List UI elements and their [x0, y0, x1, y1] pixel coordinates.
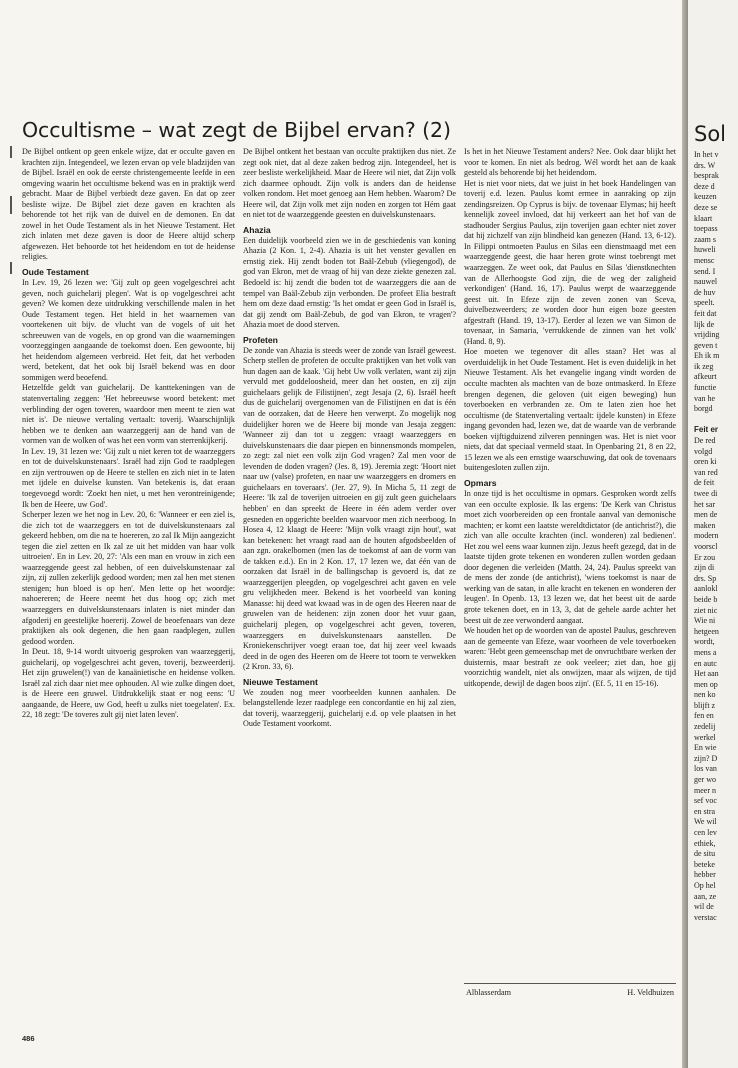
margin-mark: [10, 262, 12, 274]
adjacent-page-line: mens a: [694, 647, 717, 657]
adjacent-page-line: afkeurt: [694, 372, 717, 382]
adjacent-page-line: De red: [694, 436, 716, 446]
paragraph: Hetzelfde geldt van guichelarij. De kanttekeningen van de statenvertaling zeggen: 'Het hebreeuwse woord betekent: met verblinding der ogen toveren, waardoor men meent te zien wat niet is'. De nieuwe vertaling vertaalt: toverij. Waarschijnlijk hebben we te denken aan waarzeggerij aan de hand van de vormen van de wolken of was het een vorm van sterrenkijkerij.: [22, 383, 235, 446]
adjacent-page-line: men de: [694, 510, 718, 520]
adjacent-page-line: en autc: [694, 658, 717, 668]
section-heading: Profeten: [243, 334, 278, 345]
adjacent-page-line: maken: [694, 520, 716, 530]
adjacent-page-line: zijn di: [694, 563, 715, 573]
adjacent-page-line: aanlokl: [694, 584, 718, 594]
adjacent-page-line: zaam s: [694, 234, 716, 244]
adjacent-page-line: meer n: [694, 785, 716, 795]
adjacent-page-line: Het aan: [694, 669, 719, 679]
adjacent-page-line: ethiek,: [694, 838, 716, 848]
adjacent-page-line: klaart: [694, 213, 713, 223]
paragraph: Het is niet voor niets, dat we juist in het boek Handelingen van toverij e.d. lezen. Paulus komt ermee in aanraking op zijn zendingsreizen. Op Cyprus is bijv. de tovenaar Elymas; hij heeft kennelijk zoveel invloed, dat hij verkeert aan het hof van de stadhouder Sergius Paulus, zijn toverijen gaan echter niet zover dat hij zichzelf van zijn blindheid kan genezen (Hand. 13, 6-12). In Filippi ontmoeten Paulus en Silas een dienstmaagd met een waarzeggende geest, die haar heren grote winst toebrengt met waarzeggen. Ze weet ook, dat Paulus en Silas 'dienstknechten van de Allerhoogste God zijn, die de weg der zaligheid verkondigen' (Hand. 16, 17). Paulus werpt de waarzeggende geest uit. In Efeze zijn de zeven zonen van Sceva, duivelbezweerders; ze worden door hun eigen boze geesten afgestraft (Hand. 19, 13-17). Eerder al lezen we van Simon de tovenaar, in Samaria, 'verrukkende de zinnen van het volk' (Hand. 8, 9).: [464, 178, 676, 346]
adjacent-page-line: besprak: [694, 171, 719, 181]
section-heading: Oude Testament: [22, 267, 89, 278]
adjacent-page-line: de situ: [694, 849, 716, 859]
adjacent-page-line: van red: [694, 467, 718, 477]
adjacent-page-line: functie: [694, 383, 717, 393]
paragraph: Scherper lezen we het nog in Lev. 20, 6: 'Wanneer er een ziel is, die zich tot de waarzeggers en tot de duivelskunstenaars zal gekeerd hebben, om die na te hoereren, zo zal Ik Mijn aangezicht tegen die ziel zetten en Ik zal ze uit het midden van haar volk uitroeien'. En in Lev. 20, 27: 'Als een man en vrouw in zich een waarzeggende geest zal hebben, of een duivelskunstenaar zal zijn, zij zullen zekerlijk gedood worden; men zal hen met stenen stenigen; hun bloed is op hen'. Men lette op het woordje: nahoereren; de Heere neemt het dus hoog op; zich met waarzeggers en duivelskunstenaars inlaten is niet minder dan afgoderij en geestelijke hoererij. Zowel de beoefenaars van deze praktijken als ook degenen, die hen gaan raadplegen, zullen gedood worden.: [22, 510, 235, 646]
adjacent-page-line: drs. W: [694, 160, 716, 170]
adjacent-page-line: voorscl: [694, 541, 718, 551]
adjacent-page-line: werkel: [694, 732, 716, 742]
margin-mark: [10, 196, 12, 214]
paragraph: Hoe moeten we tegenover dit alles staan? Het was al overduidelijk in het Oude Testament. Het is even duidelijk in het Nieuwe Testament. Als het evangelie ingang vindt worden de occulte machten als machten van de boze ontmaskerd. In Efeze brengen degenen, die geloven (uit eigen beweging) hun toverboeken en verbranden ze. Om te laten zien hoe het occultisme (de Statenvertaling vertaalt: ijdele kunsten) in Efeze ingang gevonden had, lezen we, dat de waarde van de verbrande boeken vijftigduizend zilveren penningen was. Het is niet voor niets, dat dat speciaal vermeld staat. In Openbaring 21, 8 en 22, 15 lezen we als een ernstige waarschuwing, dat ook de tovenaars buitengesloten zullen zijn.: [464, 347, 676, 473]
adjacent-page-line: beide b: [694, 594, 718, 604]
adjacent-page-line: de huv: [694, 287, 716, 297]
adjacent-page-line: send. I: [694, 266, 716, 276]
adjacent-page-line: vrijding: [694, 330, 720, 340]
column-3: [464, 147, 676, 967]
section-heading: Opmars: [464, 477, 497, 488]
adjacent-page-line: beteke: [694, 859, 715, 869]
paragraph: In onze tijd is het occultisme in opmars. Gesproken wordt zelfs van een occulte explosie. Ik las ergens: 'De Kerk van Christus moet zich voorbereiden op een frontale aanval van demonische machten; er komt een laatste wereldtdictator (de antichrist?), die zich van alle occulte krachten (incl. wonderen) zal bedienen'. Het zou wel eens waar kunnen zijn. Jezus heeft gezegd, dat in de laatste tijden grote tekenen en wonderen zullen worden gedaan door degenen die verleiden (Matth. 24, 24). Paulus spreekt van de mens der zonde (de antichrist), 'wiens toekomst is naar de werking van de satan, in alle kracht en tekenen en wonderen der leugen'. In Openb. 13, 13 lezen we, dat het beest uit de aarde grote tekenen doet, en in 13, 3, dat de gehele aarde achter het beest uit de zee verwonderd aangaat.: [464, 488, 676, 625]
paragraph: We zouden nog meer voorbeelden kunnen aanhalen. De belangstellende lezer raadplege een concordantie en hij zal zien, dat toverij, waarzeggerij, guichelarij e.d. op vele plaatsen in het Oude Testament voorkomt.: [243, 687, 456, 729]
adjacent-page-line: toepass: [694, 224, 718, 234]
adjacent-page-line: feit dat: [694, 308, 717, 318]
adjacent-page-line: het sar: [694, 499, 716, 509]
adjacent-page-text: [694, 150, 738, 923]
adjacent-page-line: ik zeg: [694, 361, 714, 371]
adjacent-page-line: borgd: [694, 404, 713, 414]
paragraph: In Deut. 18, 9-14 wordt uitvoerig gesproken van waarzeggerij, guichelarij, op vogelgeschrei acht geven, toverij, bezweerderij. Het zijn gruwelen(!) van de kanaänietische en heidense volken. Israël zal zich daar niet mee ophouden. Al wie zulke dingen doet, is de Heere een gruwel. Uitdrukkelijk staat er nog eens: 'U aangaande, de Heere, uw God, heeft u zulks niet toegelaten'. Ex. 22, 18 zegt: 'De toveres zult gij niet laten leven'.: [22, 647, 235, 720]
paragraph: We houden het op de woorden van de apostel Paulus, geschreven aan de gemeente van Efeze, waar voorheen de vele toverboeken waren: 'Hebt geen gemeenschap met de onvruchtbare werken der duisternis, maar bestraft ze ook veeleer; ziet dan, hoe gij voorzichtig wandelt, niet als onwijzen, maar als wijzen, de tijd uitkopende, dewijl de dagen boos zijn'. (Ef. 5, 11 en 15-16).: [464, 626, 676, 688]
adjacent-page-line: de feit: [694, 478, 715, 488]
adjacent-page-line: huweli: [694, 245, 716, 255]
paragraph: In Lev. 19, 31 lezen we: 'Gij zult u niet keren tot de waarzeggers en tot de duivelskunstenaars'. Israël had zijn God te raadplegen en zijn vertrouwen op de Heere te stellen en zich niet in te laten met ijdele en duivelse kunsten. Van betekenis is, dat eraan toegevoegd wordt: 'Zoekt hen niet, u met hen verontreinigende; Ik ben de Heere, uw God'.: [22, 446, 235, 509]
adjacent-page-line: ger wo: [694, 775, 716, 785]
adjacent-page-line: zijn? D: [694, 753, 718, 763]
adjacent-page-line: keuzen: [694, 192, 717, 202]
intro-paragraph: De Bijbel ontkent op geen enkele wijze, dat er occulte gaven en krachten zijn. Integendeel, we lezen ervan op vele bladzijden van de Bijbel. Israël en ook de eerste christengemeente leefde in een omgeving waarin het occultisme bekend was en in praktijk werd gebracht. Maar de Bijbel verbiedt deze gaven. En dat op zeer besliste wijze. De Bijbel ziet deze gaven en krachten als behorende tot het rijk van de duivel en de demonen. En dat zowel in het Oude Testament als in het Nieuwe Testament. Het zich inlaten met deze gaven is door de Heere altijd scherp afgewezen. Het behoorde tot het heidendom en tot de heidense religies.: [22, 147, 235, 262]
adjacent-page-line: oren ki: [694, 457, 717, 467]
paragraph: Een duidelijk voorbeeld zien we in de geschiedenis van koning Ahazia (2 Kon. 1, 2-4). Ahazia is uit het venster gevallen en ernstig ziek. Hij zendt boden tot Baäl-Zebub (vliegengod), de god van Ekron, met de vraag of hij van deze ziekte genezen zal. Bedoeld is: hij zendt die boden tot de waarzeggers die aan de tempel van Baäl-Zebub zijn verbonden. De profeet Elia bestraft hem om deze daad ernstig: 'Is het omdat er geen God in Israël is, dat gij zendt om Baäl-Zebub, de god van Ekron, te vragen'? Ahazia moet de dood sterven.: [243, 235, 456, 330]
adjacent-page-line: van he: [694, 393, 716, 403]
adjacent-page-line: hebber: [694, 870, 716, 880]
adjacent-page-line: lijk de: [694, 319, 715, 329]
adjacent-page-line: In het v: [694, 150, 719, 159]
adjacent-page-line: Feit er: [694, 425, 719, 435]
adjacent-page-line: fen en: [694, 711, 714, 721]
adjacent-page-title: Sol: [694, 122, 727, 146]
adjacent-page-line: nen ko: [694, 690, 716, 700]
adjacent-page-line: Eh ik m: [694, 351, 720, 361]
adjacent-page-line: Er zou: [694, 552, 716, 562]
page-number: 486: [22, 1034, 35, 1043]
adjacent-page-line: drs. Sp: [694, 573, 717, 583]
adjacent-page-line: men op: [694, 679, 718, 689]
adjacent-page-line: twee di: [694, 489, 718, 498]
adjacent-page: [688, 0, 738, 1068]
adjacent-page-line: nauwel: [694, 277, 718, 287]
adjacent-page-line: sef voc: [694, 796, 717, 806]
adjacent-page-line: en stra: [694, 806, 716, 816]
adjacent-page-line: hetgeen: [694, 626, 719, 636]
margin-mark: [10, 146, 12, 158]
section-heading: Ahazia: [243, 224, 271, 235]
article-title: Occultisme – wat zegt de Bijbel ervan? (2): [22, 118, 451, 142]
adjacent-page-line: deze se: [694, 202, 718, 212]
signature-author: H. Veldhuizen: [627, 988, 674, 997]
paragraph: De Bijbel ontkent het bestaan van occulte praktijken dus niet. Ze zegt ook niet, dat al deze zaken bedrog zijn. Integendeel, het is zeer besliste werkelijkheid. Maar de Heere wil niet, dat Zijn volk zich daarmee ophoudt. Zijn volk is anders dan de heidense volken rondom. Het moet genoeg aan Hem hebben. Waarom? De Heere wil, dat Zijn volk met zijn noden en zorgen tot Hém gaat en niet tot de waarzeggende geesten en duivelskunstenaars.: [243, 147, 456, 220]
paragraph: De zonde van Ahazia is steeds weer de zonde van Israël geweest. Scherp stellen de profeten de occulte praktijken van het volk van hun dagen aan de kaak. 'Gij hebt Uw volk verlaten, want zij zijn vervuld met goddeloosheid, meer dan het oosten, en zij zijn guichelaars gelijk de Filistijnen', zegt Jesaja (2, 6). Israël heeft dus de guichelarij overgenomen van de Filistijnen en dat is één van de oorzaken, dat de Heere hen verwerpt. Zo mogelijk nog duidelijker horen we de Heere bij monde van Jesaja zeggen: 'Wanneer zij dan tot u zeggen: vraagt waarzeggers en duivelskunstenaars die daar piepen en binnensmonds mompelen, zo zegt: zal niet een volk zijn God vragen? Zal men voor de levenden de doden vragen? (Jes. 8, 19). Jeremia zegt: 'Hoort niet naar uw (valse) profeten, en naar uw waarzeggers en dromers en guichelaars en toveraars'. (Jer. 27, 9). In Micha 5, 11 zegt de Heere: 'Ik zal de toverijen uitroeien en gij zult geen guichelaars hebben' en dan spreekt de Heere in één adem verder over gesneden en opgerichte beelden waarvoor men zich neerboog. In Hosea 4, 12 klaagt de Heere: 'Mijn volk vraagt zijn hout', wat kan betekenen: het vraagt raad aan de houten afgodsbeelden of aan zgn. orakelbomen (men las de toekomst af aan de vorm van de takken e.d.). En in 2 Kon. 17, 17 lezen we, dat één van de oorzaken dat Israël in de ballingschap is gevoerd is, dat ze waarzeggerijen pleegden, op vogelgeschrei acht gaven en vele gru velijkheden meer. Bekend is het voorbeeld van koning Manasse: hij deed wat kwaad was in de ogen des Heeren naar de gruwelen van de heidenen: zijn zonen door het vuur gaan, guichelarij plegen, op vogelgeschrei acht geven, toveren, waarzeggers en duivelskunstenaars aanstellen. De Kroniekenschrijver voegt eraan toe, dat hij zeer veel kwaads deed in de ogen des Heeren om de Heere tot toorn te verwekken (2 Kron. 33, 6).: [243, 345, 456, 672]
adjacent-page-line: aan, ze: [694, 891, 717, 901]
section-heading: Nieuwe Testament: [243, 676, 318, 687]
adjacent-page-line: volgd: [694, 446, 713, 456]
adjacent-page-line: wil de: [694, 902, 714, 912]
adjacent-page-line: geven t: [694, 340, 718, 350]
adjacent-page-line: speelt.: [694, 298, 715, 308]
adjacent-page-line: Op hel: [694, 880, 716, 890]
adjacent-page-line: wordt,: [694, 637, 715, 647]
adjacent-page-line: Wie ni: [694, 616, 716, 626]
adjacent-page-line: zedelij: [694, 722, 716, 732]
paragraph: Is het in het Nieuwe Testament anders? Nee. Ook daar blijkt het voor te komen. En niet als bedrog. Wél wordt het aan de kaak gesteld als behorende bij het heidendom.: [464, 147, 676, 178]
adjacent-page-line: modern: [694, 531, 719, 541]
adjacent-page-line: [694, 415, 738, 426]
column-1: [22, 147, 235, 1035]
signature-place: Alblasserdam: [466, 988, 512, 997]
signature-divider: [464, 983, 676, 984]
adjacent-page-line: deze d: [694, 181, 715, 191]
paragraph: In Lev. 19, 26 lezen we: 'Gij zult op geen vogelgeschrei acht geven, noch guichelarij plegen'. Wat is op vogelgeschrei acht geven? We komen deze uitdrukking verschillende malen in het Oude Testament tegen. Het hield in het waarnemen van voortekenen uit bijv. de vlucht van de vogels of uit het schreeuwen van de vogels, en op grond van die waarnemingen voorzeggingen aangaande de toekomst doen. Een gewoonte, bij het heidendom algemeen verbreid. Het feit, dat het verboden werd, betekent, dat het ook bij Israël bekend was en door sommigen werd beoefend.: [22, 278, 235, 382]
adjacent-page-line: mensc: [694, 255, 715, 265]
adjacent-page-line: We wil: [694, 817, 717, 827]
column-2: [243, 147, 456, 1017]
adjacent-page-line: blijft z: [694, 700, 716, 710]
adjacent-page-line: los van: [694, 764, 717, 774]
adjacent-page-line: cen lev: [694, 828, 717, 837]
adjacent-page-line: verstac: [694, 912, 717, 922]
adjacent-page-line: ziet nic: [694, 605, 718, 615]
adjacent-page-line: En wie: [694, 743, 717, 753]
